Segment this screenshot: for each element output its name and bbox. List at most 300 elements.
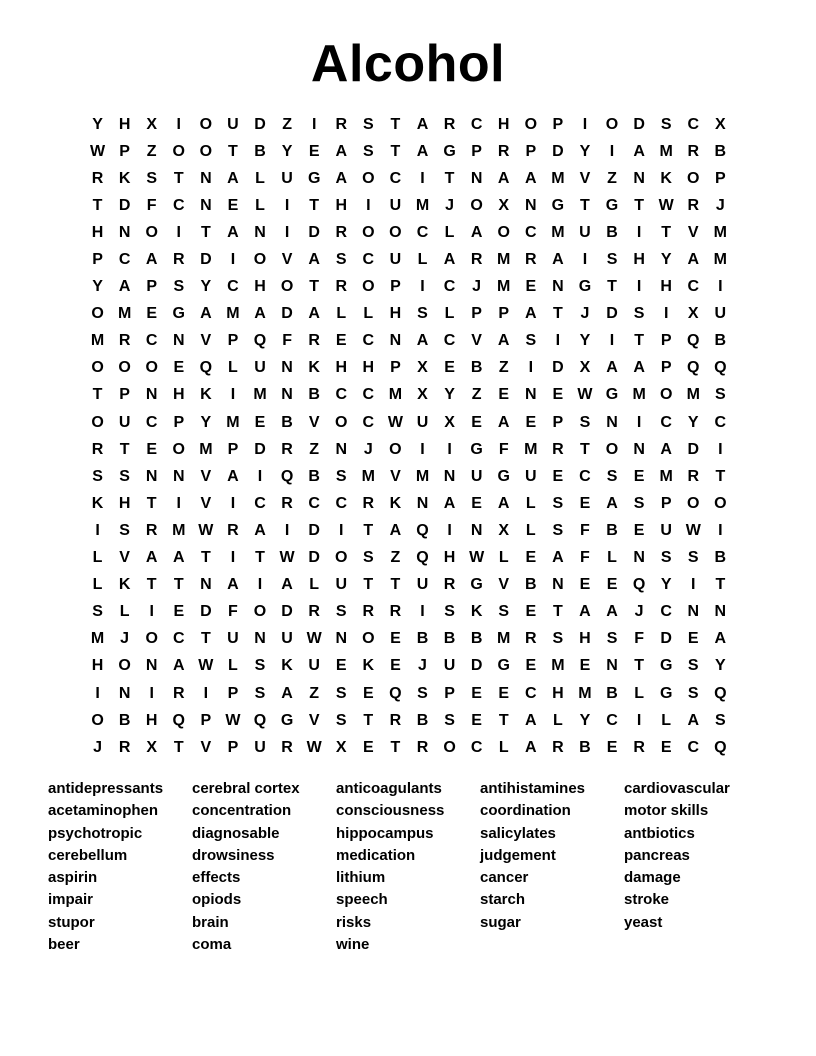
grid-letter: U	[416, 576, 429, 594]
grid-letter: D	[552, 142, 564, 160]
grid-letter: S	[715, 711, 726, 729]
grid-letter: T	[92, 386, 103, 404]
grid-letter: X	[579, 359, 591, 377]
grid-letter: S	[633, 305, 645, 323]
grid-letter: A	[172, 549, 185, 567]
grid-letter: V	[200, 467, 212, 485]
grid-letter: X	[715, 115, 726, 133]
grid-letter: A	[552, 251, 564, 269]
grid-letter: T	[92, 196, 103, 214]
word-item: opiods	[192, 891, 242, 909]
grid-letter: P	[119, 386, 130, 404]
grid-letter: A	[606, 359, 618, 377]
grid-letter: H	[172, 386, 185, 404]
grid-letter: M	[226, 413, 240, 431]
grid-letter: B	[416, 711, 429, 729]
grid-letter: W	[387, 413, 403, 431]
grid-letter: N	[443, 467, 456, 485]
grid-row	[84, 328, 734, 355]
word-item: motor skills	[624, 802, 709, 820]
grid-letter: C	[145, 332, 158, 350]
grid-letter: A	[525, 738, 537, 756]
grid-letter: R	[308, 332, 320, 350]
grid-letter: K	[308, 359, 320, 377]
grid-letter: I	[149, 684, 154, 702]
grid-letter: I	[636, 223, 642, 241]
grid-letter: I	[582, 251, 588, 269]
grid-letter: Y	[687, 413, 699, 431]
word-item: consciousness	[336, 802, 445, 820]
grid-letter: A	[416, 142, 429, 160]
grid-letter: T	[390, 738, 401, 756]
grid-letter: E	[471, 413, 482, 431]
grid-letter: G	[307, 169, 321, 187]
grid-letter: W	[306, 738, 322, 756]
grid-letter: I	[636, 413, 642, 431]
grid-letter: I	[311, 115, 317, 133]
grid-letter: H	[443, 549, 456, 567]
grid-letter: U	[579, 223, 591, 241]
grid-letter: J	[580, 305, 590, 323]
grid-letter: N	[416, 494, 429, 512]
grid-letter: O	[389, 440, 402, 458]
grid-letter: W	[198, 657, 214, 675]
grid-letter: S	[335, 711, 347, 729]
grid-letter: U	[714, 305, 727, 323]
grid-letter: A	[525, 711, 537, 729]
grid-letter: A	[687, 711, 700, 729]
grid-letter: E	[146, 440, 158, 458]
grid-letter: N	[145, 467, 158, 485]
grid-letter: A	[227, 467, 239, 485]
grid-letter: L	[634, 684, 644, 702]
grid-letter: L	[444, 305, 455, 323]
grid-letter: N	[389, 332, 402, 350]
grid-letter: U	[335, 576, 348, 594]
grid-letter: X	[417, 359, 428, 377]
grid-letter: O	[524, 115, 538, 133]
grid-letter: C	[362, 413, 375, 431]
grid-letter: B	[579, 738, 591, 756]
grid-letter: C	[525, 684, 537, 702]
grid-letter: S	[660, 115, 672, 133]
grid-letter: E	[525, 549, 537, 567]
grid-letter: A	[416, 332, 429, 350]
grid-letter: E	[335, 332, 347, 350]
grid-letter: A	[714, 630, 727, 648]
grid-letter: G	[605, 386, 619, 404]
grid-letter: V	[308, 711, 320, 729]
grid-letter: N	[254, 223, 266, 241]
word-item: cerebral cortex	[192, 780, 300, 797]
grid-letter: E	[444, 359, 455, 377]
grid-letter: A	[579, 603, 591, 621]
grid-letter: Y	[200, 413, 212, 431]
grid-letter: T	[309, 196, 320, 214]
grid-letter: A	[497, 169, 510, 187]
grid-row	[84, 382, 734, 409]
grid-letter: R	[281, 440, 293, 458]
grid-letter: Z	[390, 549, 401, 567]
grid-letter: L	[525, 494, 536, 512]
grid-letter: D	[308, 549, 320, 567]
word-item: yeast	[624, 913, 663, 931]
grid-letter: W	[469, 549, 485, 567]
grid-letter: C	[714, 413, 727, 431]
grid-letter: D	[281, 603, 293, 621]
grid-letter: K	[362, 657, 375, 675]
grid-letter: E	[254, 413, 266, 431]
grid-letter: Q	[172, 711, 185, 729]
page-title: Alcohol	[310, 35, 506, 93]
word-item: antbiotics	[624, 824, 695, 842]
grid-letter: M	[90, 630, 105, 648]
grid-letter: I	[95, 521, 100, 539]
grid-letter: G	[470, 576, 483, 594]
grid-letter: P	[92, 251, 103, 269]
grid-letter: M	[172, 521, 186, 539]
grid-row	[84, 246, 734, 273]
word-item: psychotropic	[48, 824, 143, 842]
grid-letter: I	[609, 332, 615, 350]
grid-letter: A	[497, 494, 510, 512]
word-item: lithium	[336, 869, 386, 887]
grid-letter: A	[172, 657, 185, 675]
grid-letter: I	[420, 169, 425, 187]
grid-letter: B	[470, 359, 483, 377]
grid-letter: I	[339, 521, 344, 539]
grid-letter: I	[95, 684, 100, 702]
grid-letter: C	[443, 278, 456, 296]
word-item: stupor	[48, 913, 95, 931]
grid-letter: E	[579, 494, 591, 512]
grid-letter: T	[607, 278, 617, 296]
grid-letter: T	[390, 576, 401, 594]
grid-letter: O	[253, 603, 267, 621]
grid-letter: E	[471, 684, 482, 702]
word-item: concentration	[192, 802, 292, 820]
grid-letter: V	[281, 251, 293, 269]
grid-letter: L	[525, 521, 536, 539]
grid-letter: T	[146, 494, 157, 512]
grid-letter: A	[606, 603, 618, 621]
grid-letter: O	[605, 115, 619, 133]
grid-letter: H	[552, 684, 564, 702]
grid-letter: B	[470, 630, 483, 648]
grid-letter: B	[606, 521, 618, 539]
grid-letter: U	[389, 196, 402, 214]
grid-row	[84, 274, 734, 301]
grid-letter: E	[227, 196, 239, 214]
grid-letter: O	[118, 657, 131, 675]
grid-letter: C	[660, 413, 672, 431]
grid-letter: A	[145, 549, 158, 567]
grid-letter: T	[200, 630, 211, 648]
grid-letter: Q	[280, 467, 294, 485]
grid-letter: B	[416, 630, 429, 648]
grid-row	[84, 572, 734, 599]
grid-letter: R	[145, 521, 158, 539]
grid-letter: M	[199, 440, 213, 458]
grid-letter: R	[552, 738, 564, 756]
grid-letter: F	[580, 549, 590, 567]
grid-letter: Z	[471, 386, 482, 404]
grid-letter: L	[661, 711, 672, 729]
grid-letter: D	[660, 630, 672, 648]
grid-letter: O	[172, 440, 185, 458]
grid-letter: I	[257, 467, 263, 485]
grid-letter: Q	[632, 576, 646, 594]
grid-letter: T	[390, 115, 401, 133]
grid-letter: N	[633, 440, 645, 458]
word-item: speech	[336, 891, 388, 909]
grid-letter: N	[200, 196, 212, 214]
grid-letter: I	[691, 576, 696, 594]
grid-letter: C	[687, 115, 700, 133]
grid-letter: H	[254, 278, 266, 296]
grid-letter: L	[417, 251, 428, 269]
grid-letter: S	[444, 711, 455, 729]
grid-letter: O	[659, 386, 673, 404]
grid-letter: S	[92, 467, 103, 485]
word-item: impair	[48, 891, 94, 909]
grid-letter: T	[634, 196, 644, 214]
word-item: anticoagulants	[336, 780, 442, 797]
grid-letter: Q	[253, 332, 267, 350]
grid-letter: P	[200, 711, 212, 729]
grid-letter: P	[660, 359, 672, 377]
grid-letter: O	[362, 278, 375, 296]
grid-letter: F	[580, 521, 590, 539]
grid-letter: C	[172, 630, 185, 648]
grid-letter: U	[254, 359, 266, 377]
grid-letter: E	[335, 657, 347, 675]
grid-letter: R	[308, 603, 320, 621]
grid-letter: I	[176, 494, 181, 512]
grid-row	[84, 490, 734, 517]
grid-letter: O	[145, 359, 158, 377]
grid-letter: C	[362, 386, 375, 404]
grid-letter: O	[280, 278, 294, 296]
grid-letter: I	[284, 521, 290, 539]
grid-letter: U	[525, 467, 537, 485]
grid-letter: O	[145, 223, 158, 241]
grid-letter: B	[606, 223, 618, 241]
grid-row	[84, 138, 734, 165]
grid-letter: H	[579, 630, 591, 648]
word-item: coordination	[480, 802, 571, 820]
grid-letter: S	[687, 549, 699, 567]
grid-letter: U	[281, 169, 293, 187]
grid-letter: B	[606, 684, 618, 702]
grid-letter: U	[660, 521, 672, 539]
grid-letter: E	[471, 711, 482, 729]
grid-letter: K	[470, 603, 483, 621]
grid-letter: T	[661, 223, 672, 241]
grid-letter: X	[498, 196, 510, 214]
grid-letter: P	[227, 738, 239, 756]
grid-letter: E	[471, 494, 482, 512]
grid-letter: S	[633, 494, 645, 512]
grid-letter: I	[528, 359, 534, 377]
grid-letter: P	[715, 169, 726, 187]
grid-letter: O	[91, 305, 104, 323]
grid-letter: R	[525, 251, 537, 269]
grid-letter: C	[362, 251, 375, 269]
grid-row	[84, 517, 734, 544]
word-column	[480, 778, 624, 956]
grid-letter: T	[634, 657, 644, 675]
grid-letter: P	[119, 142, 130, 160]
grid-letter: Q	[687, 332, 700, 350]
grid-letter: I	[176, 115, 181, 133]
grid-letter: I	[718, 521, 723, 539]
grid-letter: S	[579, 413, 591, 431]
grid-letter: E	[606, 738, 618, 756]
grid-letter: V	[119, 549, 130, 567]
grid-letter: E	[633, 467, 645, 485]
grid-letter: D	[254, 440, 266, 458]
grid-letter: R	[389, 711, 402, 729]
grid-letter: S	[92, 603, 103, 621]
grid-letter: Y	[444, 386, 455, 404]
grid-letter: G	[659, 684, 673, 702]
grid-letter: R	[552, 440, 564, 458]
grid-letter: I	[230, 251, 236, 269]
grid-letter: N	[606, 657, 618, 675]
grid-letter: E	[579, 657, 591, 675]
grid-letter: O	[91, 711, 104, 729]
grid-letter: I	[447, 440, 452, 458]
grid-letter: T	[444, 169, 455, 187]
word-item: judgement	[480, 846, 556, 864]
grid-letter: O	[389, 223, 402, 241]
grid-letter: N	[281, 359, 293, 377]
grid-letter: X	[498, 521, 510, 539]
grid-letter: I	[203, 684, 209, 702]
grid-letter: R	[335, 223, 348, 241]
grid-letter: S	[119, 521, 130, 539]
grid-letter: W	[658, 196, 674, 214]
grid-letter: Y	[579, 711, 591, 729]
grid-letter: P	[552, 413, 564, 431]
grid-letter: E	[362, 738, 374, 756]
grid-letter: E	[173, 603, 185, 621]
grid-letter: D	[200, 603, 212, 621]
grid-letter: R	[687, 142, 700, 160]
grid-letter: J	[634, 603, 644, 621]
grid-letter: N	[335, 630, 348, 648]
grid-letter: L	[552, 711, 563, 729]
grid-letter: T	[119, 440, 130, 458]
word-item: medication	[336, 846, 416, 864]
grid-letter: Y	[660, 576, 672, 594]
word-item: aspirin	[48, 869, 98, 887]
grid-letter: W	[306, 630, 322, 648]
grid-letter: T	[228, 142, 238, 160]
grid-letter: U	[416, 413, 429, 431]
grid-letter: H	[362, 359, 375, 377]
grid-letter: S	[498, 603, 510, 621]
grid-letter: R	[416, 738, 429, 756]
grid-letter: S	[254, 684, 266, 702]
grid-letter: Y	[579, 332, 591, 350]
grid-letter: T	[715, 576, 726, 594]
grid-letter: S	[335, 467, 347, 485]
grid-letter: K	[118, 169, 131, 187]
grid-letter: Z	[498, 359, 509, 377]
grid-letter: O	[362, 169, 375, 187]
grid-letter: P	[173, 413, 185, 431]
grid-letter: A	[145, 251, 158, 269]
grid-letter: C	[470, 738, 483, 756]
grid-letter: L	[498, 738, 509, 756]
grid-letter: E	[390, 657, 401, 675]
grid-letter: T	[363, 521, 374, 539]
grid-letter: D	[200, 251, 212, 269]
grid-letter: N	[118, 684, 131, 702]
grid-letter: V	[200, 738, 212, 756]
grid-letter: A	[281, 684, 293, 702]
grid-letter: Y	[200, 278, 212, 296]
grid-letter: R	[118, 332, 131, 350]
grid-letter: C	[362, 332, 375, 350]
grid-letter: A	[227, 169, 239, 187]
grid-letter: O	[91, 413, 104, 431]
grid-letter: P	[227, 332, 239, 350]
grid-letter: M	[497, 251, 511, 269]
grid-letter: X	[417, 386, 428, 404]
grid-row	[84, 653, 734, 680]
grid-letter: A	[118, 278, 131, 296]
grid-letter: N	[714, 603, 727, 621]
grid-letter: A	[497, 332, 510, 350]
grid-letter: A	[254, 305, 266, 323]
grid-letter: E	[552, 467, 564, 485]
grid-letter: N	[254, 630, 266, 648]
grid-letter: O	[470, 196, 483, 214]
word-column	[192, 778, 336, 956]
grid-letter: D	[254, 115, 266, 133]
grid-letter: Y	[579, 142, 591, 160]
word-item: stroke	[624, 891, 670, 909]
grid-letter: I	[582, 115, 588, 133]
grid-letter: P	[227, 440, 239, 458]
grid-row	[84, 436, 734, 463]
grid-letter: Q	[714, 738, 727, 756]
grid-letter: Q	[416, 549, 429, 567]
grid-row	[84, 626, 734, 653]
grid-letter: O	[687, 169, 700, 187]
grid-letter: N	[470, 521, 483, 539]
grid-letter: M	[90, 332, 105, 350]
grid-letter: M	[253, 386, 267, 404]
grid-letter: A	[335, 142, 348, 160]
grid-letter: J	[418, 657, 427, 675]
grid-letter: F	[146, 196, 157, 214]
grid-letter: S	[687, 657, 699, 675]
grid-letter: S	[687, 684, 699, 702]
grid-letter: Q	[253, 711, 267, 729]
grid-letter: T	[200, 223, 211, 241]
grid-letter: I	[230, 386, 236, 404]
grid-letter: N	[281, 386, 293, 404]
grid-letter: E	[146, 305, 158, 323]
grid-letter: C	[227, 278, 239, 296]
grid-letter: J	[363, 440, 373, 458]
grid-letter: R	[470, 251, 483, 269]
grid-letter: Z	[309, 684, 320, 702]
